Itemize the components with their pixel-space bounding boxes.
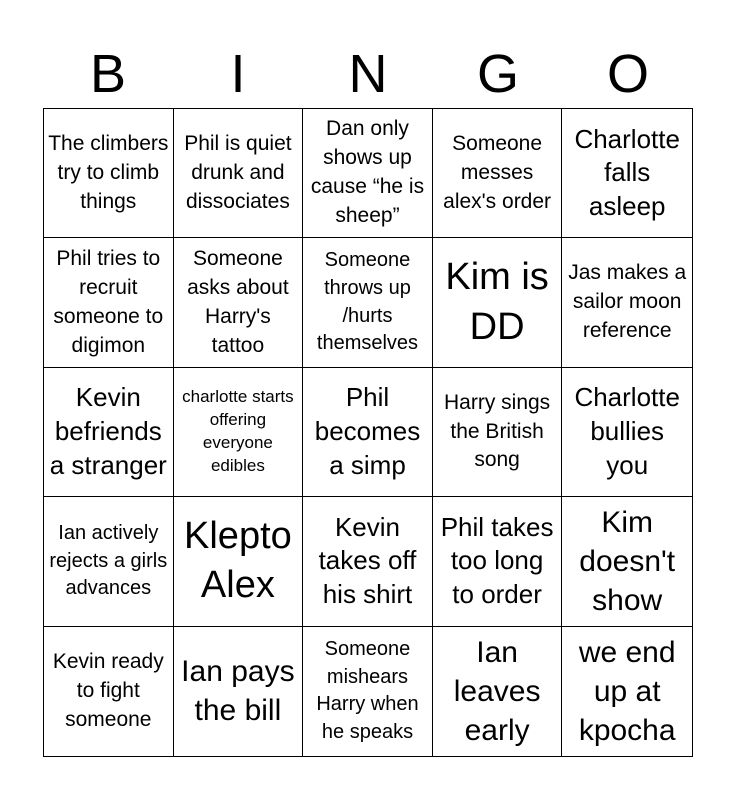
- cell-text: Kevin befriends a stranger: [49, 382, 167, 480]
- bingo-cell[interactable]: [562, 497, 692, 626]
- bingo-cell[interactable]: [174, 238, 304, 367]
- cell-text: Kim is DD: [445, 256, 549, 348]
- header-letter-b: B: [89, 44, 127, 104]
- bingo-cell[interactable]: [303, 497, 433, 626]
- bingo-cell[interactable]: [44, 368, 174, 497]
- bingo-cell[interactable]: [44, 627, 174, 756]
- cell-text: Someone asks about Harry's tattoo: [187, 246, 289, 357]
- bingo-cell[interactable]: [303, 627, 433, 756]
- cell-text: Phil takes too long to order: [440, 511, 554, 610]
- bingo-cell[interactable]: [174, 497, 304, 626]
- cell-text: we end up at kpocha: [578, 635, 676, 747]
- cell-text: Jas makes a sailor moon reference: [568, 261, 687, 343]
- cell-text: Someone throws up /hurts themselves: [316, 249, 419, 355]
- bingo-cell[interactable]: [174, 368, 304, 497]
- cell-text: Charlotte bullies you: [574, 382, 680, 480]
- bingo-cell[interactable]: [303, 109, 433, 238]
- bingo-cell[interactable]: [174, 627, 304, 756]
- bingo-cell[interactable]: [44, 497, 174, 626]
- cell-text: Ian actively rejects a girls advances: [49, 522, 168, 600]
- cell-text: charlotte starts offering everyone edibles: [182, 387, 294, 475]
- cell-text: Phil tries to recruit someone to digimon: [53, 246, 164, 357]
- bingo-header: [43, 40, 693, 108]
- bingo-cell[interactable]: [174, 109, 304, 238]
- bingo-cell[interactable]: [562, 368, 692, 497]
- bingo-cell[interactable]: [562, 109, 692, 238]
- bingo-cell[interactable]: [562, 238, 692, 367]
- header-letter-n: N: [348, 44, 388, 104]
- cell-text: Kim doesn't show: [579, 505, 676, 617]
- cell-text: Charlotte falls asleep: [574, 123, 680, 222]
- bingo-cell[interactable]: [433, 109, 563, 238]
- cell-text: Kevin takes off his shirt: [318, 511, 417, 610]
- cell-text: Harry sings the British song: [443, 390, 551, 472]
- bingo-cell[interactable]: [303, 238, 433, 367]
- bingo-board: [43, 108, 693, 757]
- bingo-cell[interactable]: [303, 368, 433, 497]
- header-letter-o: O: [606, 44, 649, 104]
- bingo-cell[interactable]: [44, 238, 174, 367]
- bingo-cell[interactable]: [562, 627, 692, 756]
- cell-text: Someone messes alex's order: [443, 131, 552, 213]
- bingo-cell[interactable]: [433, 497, 563, 626]
- bingo-cell[interactable]: [433, 627, 563, 756]
- header-letter-g: G: [476, 44, 519, 104]
- header-letter-i: I: [230, 44, 246, 104]
- cell-text: Dan only shows up cause “he is sheep”: [310, 117, 425, 228]
- cell-text: Phil becomes a simp: [314, 382, 421, 480]
- bingo-cell[interactable]: [433, 238, 563, 367]
- cell-text: The climbers try to climb things: [48, 131, 169, 213]
- cell-text: Ian pays the bill: [181, 655, 295, 728]
- cell-text: Kevin ready to fight someone: [52, 649, 164, 731]
- cell-text: Klepto Alex: [184, 515, 292, 607]
- cell-text: Ian leaves early: [453, 635, 541, 747]
- bingo-cell[interactable]: [44, 109, 174, 238]
- bingo-cell[interactable]: [433, 368, 563, 497]
- cell-text: Someone mishears Harry when he speaks: [316, 638, 419, 743]
- cell-text: Phil is quiet drunk and dissociates: [184, 131, 292, 213]
